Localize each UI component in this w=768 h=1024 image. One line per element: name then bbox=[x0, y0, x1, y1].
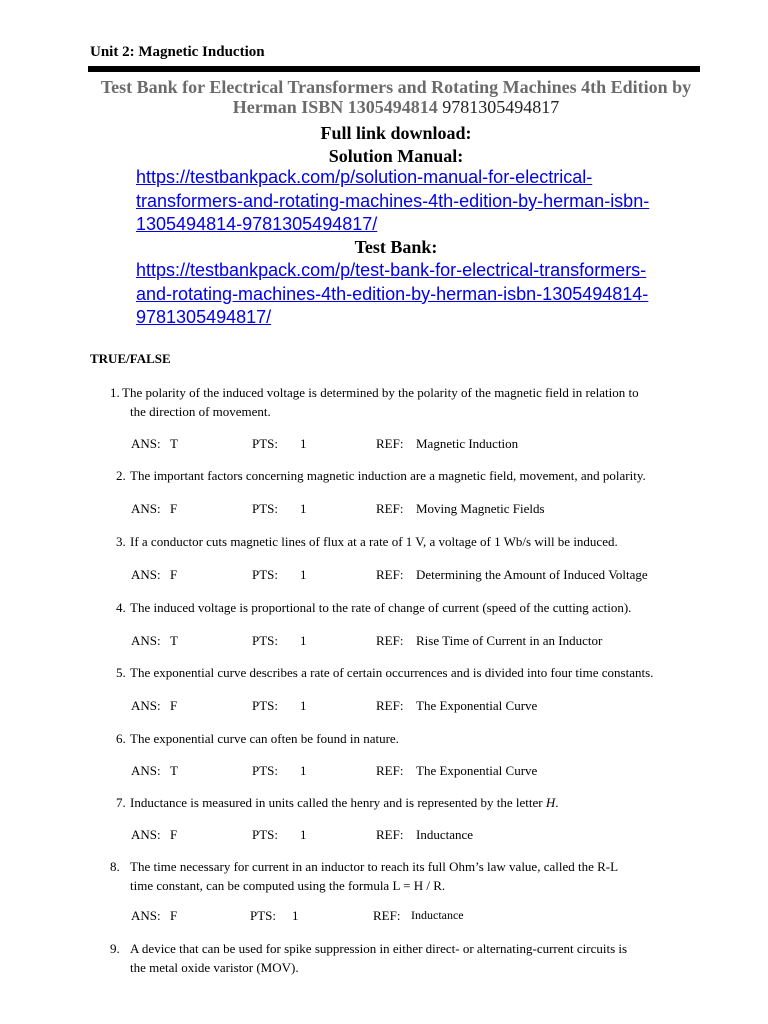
ref-label: REF: bbox=[376, 567, 404, 582]
ref-value: The Exponential Curve bbox=[416, 698, 538, 713]
pts-value: 1 bbox=[300, 436, 307, 451]
ref-value: Determining the Amount of Induced Voltage bbox=[416, 567, 648, 582]
question-text-line: The time necessary for current in an inductor to reach its full Ohm’s law value, called the R-L bbox=[130, 859, 619, 874]
question-text bbox=[130, 793, 690, 812]
ans-label: ANS: bbox=[131, 763, 161, 778]
pts-label: PTS: bbox=[252, 827, 279, 842]
ans-value: F bbox=[170, 908, 178, 923]
pts-label: PTS: bbox=[250, 908, 277, 923]
testbank-url-line-1[interactable]: https://testbankpack.com/p/test-bank-for-electrical-transformers- bbox=[136, 260, 647, 280]
question-text-line: the metal oxide varistor (MOV). bbox=[130, 960, 299, 975]
ref-value: Magnetic Induction bbox=[416, 436, 519, 451]
question-number: 1. bbox=[110, 385, 120, 400]
testbank-url-line-2[interactable]: and-rotating-machines-4th-edition-by-herman-isbn-1305494814- bbox=[136, 283, 649, 304]
question-text bbox=[130, 729, 690, 748]
question-text-line: The important factors concerning magnetic induction are a magnetic field, movement, and polarity. bbox=[130, 468, 646, 483]
question-text-line: time constant, can be computed using the formula L = H / R. bbox=[130, 878, 446, 893]
question-number: 3. bbox=[116, 534, 126, 549]
pts-value: 1 bbox=[300, 501, 307, 516]
question-text-line: The exponential curve can often be found in nature. bbox=[130, 731, 399, 746]
ref-label: REF: bbox=[376, 501, 404, 516]
pts-value: 1 bbox=[300, 567, 307, 582]
question-number: 9. bbox=[110, 941, 120, 956]
header-rule bbox=[88, 66, 700, 72]
solution-url-line-3[interactable]: 1305494814-9781305494817/ bbox=[136, 214, 378, 234]
question-number: 6. bbox=[116, 731, 126, 746]
ans-label: ANS: bbox=[131, 436, 161, 451]
ref-label: REF: bbox=[376, 633, 404, 648]
title-isbn-10: Herman ISBN 1305494814 bbox=[232, 97, 438, 117]
pts-value: 1 bbox=[300, 763, 307, 778]
ans-label: ANS: bbox=[131, 698, 161, 713]
question-text bbox=[130, 466, 690, 485]
ans-value: T bbox=[170, 436, 178, 451]
question-number: 8. bbox=[110, 859, 120, 874]
ref-value: Inductance bbox=[416, 827, 474, 842]
question-text-line: The polarity of the induced voltage is determined by the polarity of the magnetic field in relation to bbox=[122, 385, 639, 400]
pts-label: PTS: bbox=[252, 501, 279, 516]
question-text bbox=[130, 857, 690, 895]
section-heading: TRUE/FALSE bbox=[90, 351, 171, 366]
title-line-2 bbox=[96, 97, 696, 117]
question-text-line: the direction of movement. bbox=[130, 404, 271, 419]
ans-label: ANS: bbox=[131, 633, 161, 648]
ref-value: Moving Magnetic Fields bbox=[416, 501, 545, 516]
pts-label: PTS: bbox=[252, 436, 279, 451]
unit-heading: Unit 2: Magnetic Induction bbox=[90, 44, 265, 60]
question-number: 2. bbox=[116, 468, 126, 483]
question-text-line bbox=[130, 793, 690, 812]
question-text-line: A device that can be used for spike suppression in either direct- or alternating-current circuits is bbox=[130, 941, 628, 956]
solution-manual-link[interactable] bbox=[136, 166, 676, 237]
document-title bbox=[96, 77, 696, 117]
ref-value: Inductance bbox=[411, 908, 464, 922]
pts-value: 1 bbox=[300, 633, 307, 648]
title-line-1: Test Bank for Electrical Transformers and Rotating Machines 4th Edition by bbox=[100, 77, 692, 97]
question-text bbox=[130, 939, 690, 977]
ans-label: ANS: bbox=[131, 827, 161, 842]
ans-value: F bbox=[170, 567, 178, 582]
ans-value: T bbox=[170, 763, 178, 778]
ref-label: REF: bbox=[376, 698, 404, 713]
ans-label: ANS: bbox=[131, 501, 161, 516]
question-text-part: . bbox=[555, 795, 559, 810]
ref-label: REF: bbox=[376, 436, 404, 451]
question-text-line: The induced voltage is proportional to the rate of change of current (speed of the cutting action). bbox=[130, 600, 632, 615]
title-isbn-13: 9781305494817 bbox=[437, 97, 560, 117]
ref-value: The Exponential Curve bbox=[416, 763, 538, 778]
question-number: 4. bbox=[116, 600, 126, 615]
ans-label: ANS: bbox=[131, 908, 161, 923]
pts-label: PTS: bbox=[252, 633, 279, 648]
test-bank-link[interactable] bbox=[136, 259, 676, 330]
question-number: 7. bbox=[116, 795, 126, 810]
pts-label: PTS: bbox=[252, 567, 279, 582]
question-text-italic: H bbox=[545, 795, 556, 810]
question-text-part: Inductance is measured in units called the henry and is represented by the letter bbox=[130, 795, 546, 810]
question-text bbox=[130, 598, 690, 617]
ans-value: F bbox=[170, 827, 178, 842]
ans-label: ANS: bbox=[131, 567, 161, 582]
ref-label: REF: bbox=[373, 908, 401, 923]
pts-value: 1 bbox=[292, 908, 299, 923]
solution-url-line-1[interactable]: https://testbankpack.com/p/solution-manual-for-electrical- bbox=[136, 167, 593, 187]
ans-value: T bbox=[170, 633, 178, 648]
ans-value: F bbox=[170, 698, 178, 713]
question-text-line: If a conductor cuts magnetic lines of flux at a rate of 1 V, a voltage of 1 Wb/s will be induced. bbox=[130, 534, 618, 549]
question-text-line: The exponential curve describes a rate of certain occurrences and is divided into four time constants. bbox=[130, 665, 654, 680]
pts-value: 1 bbox=[300, 827, 307, 842]
question-text bbox=[130, 532, 690, 551]
solution-url-line-2[interactable]: transformers-and-rotating-machines-4th-edition-by-herman-isbn- bbox=[136, 190, 650, 211]
ans-value: F bbox=[170, 501, 178, 516]
test-bank-label: Test Bank: bbox=[354, 237, 438, 257]
testbank-url-line-3[interactable]: 9781305494817/ bbox=[136, 307, 272, 327]
ref-label: REF: bbox=[376, 827, 404, 842]
pts-label: PTS: bbox=[252, 763, 279, 778]
question-text bbox=[122, 383, 692, 421]
pts-label: PTS: bbox=[252, 698, 279, 713]
full-link-label: Full link download: bbox=[320, 123, 472, 143]
ref-label: REF: bbox=[376, 763, 404, 778]
pts-value: 1 bbox=[300, 698, 307, 713]
question-text bbox=[130, 663, 690, 682]
solution-manual-label: Solution Manual: bbox=[328, 146, 464, 166]
ref-value: Rise Time of Current in an Inductor bbox=[416, 633, 603, 648]
question-number: 5. bbox=[116, 665, 126, 680]
